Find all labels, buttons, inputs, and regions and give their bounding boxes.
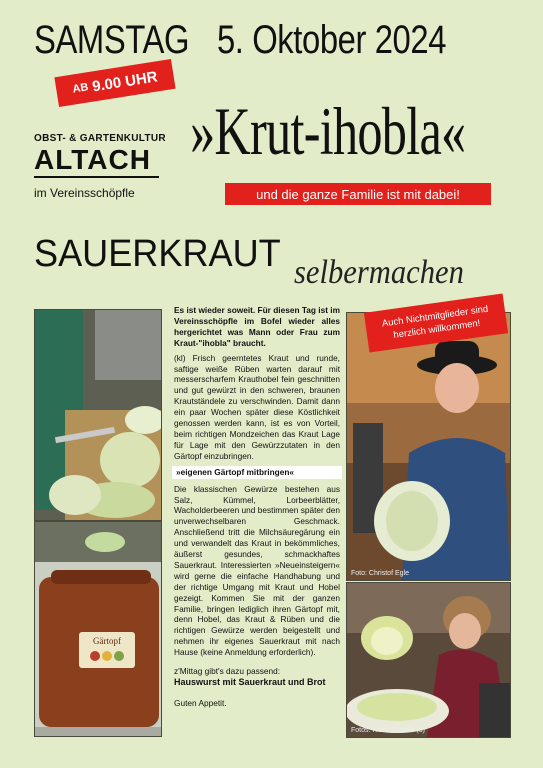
headline-script: selbermachen [294,254,464,291]
article-paragraph-2: Die klassischen Gewürze bestehen aus Salz, Kümmel, Lorbeerblätter, Wacholderbeeren und bestimmen später den unverwechselbaren Geschmack. Anschließend tritt die Milchsäuregärung ein und verwandelt das Kraut in bekömmliches, äußerst gesundes, schmackhaftes Sauerkraut. Interessierten »Neueinsteigern« wird gerne die einfache Handhabung und der richtige Umgang mit Kraut und Hobel gezeigt. Kommen Sie mit der ganzen Familie, bringen lediglich ihren Gärtopf mit, denn Hobel, das Kraut & Rüben und die richtigen Gewürze werden beigestellt und nehmen ihr eigenes Sauerkraut mit nach Hause (keine Anmeldung erforderlich). [174,483,340,658]
event-date: 5. Oktober 2024 [216,18,447,62]
event-location: im Vereinsschöpfle [34,186,135,200]
article-lead: Es ist wieder soweit. Für diesen Tag ist im Vereinsschöpfle im Bofel wieder alles hergerichtet was Mann oder Frau zum Kraut-"ihobla" braucht. [174,305,340,348]
start-time-badge [54,59,175,107]
photo-fermentation-pot [34,521,162,737]
food-offer: Hauswurst mit Sauerkraut und Brot [174,677,326,687]
food-intro: z'Mittag gibt's dazu passend: [174,666,281,677]
pot-label: Gärtopf [93,636,121,646]
start-time: 9.00 UHR [90,67,159,95]
photo-cabbage-cutting [34,309,162,521]
time-prefix: AB [71,81,90,96]
photo-child-with-kraut [346,582,511,738]
organizer-subtitle: OBST- & GARTENKULTUR [34,133,166,144]
closing-line: Guten Appetit. [174,697,227,708]
family-banner: und die ganze Familie ist mit dabei! [225,183,491,205]
event-day: SAMSTAG [34,18,190,62]
organizer-name: ALTACH [34,144,151,175]
article-body [174,305,340,713]
article-subhead: »eigenen Gärtopf mitbringen« [172,466,342,479]
headline: SAUERKRAUT [34,233,281,275]
event-title: »Krut-ihobla« [190,93,466,169]
photo-credit-2: Fotos: Klaus Gebele (3) [351,727,425,734]
members-welcome-badge: Auch Nichtmitglieder sind herzlich willkommen! [364,293,508,352]
photo-credit-1: Foto: Christof Egle [351,570,409,577]
event-date-line [34,18,446,63]
article-paragraph-1: (kl) Frisch geerntetes Kraut und runde, saftige weiße Rüben warten darauf mit messerscharfem Krauthobel fein geschnitten und gut gewürzt in den schweren, braunen Krautständele zu verschwinden. Damit dann ein paar Wochen später diese Köstlichkeit genossen werden kann, ist es von Vorteil, beim richtigen Mondzeichen das Kraut Lage für Lage mit den Gewürzzutaten in den Gärtopf einzubringen. [174,352,340,461]
organizer-divider [34,176,159,178]
